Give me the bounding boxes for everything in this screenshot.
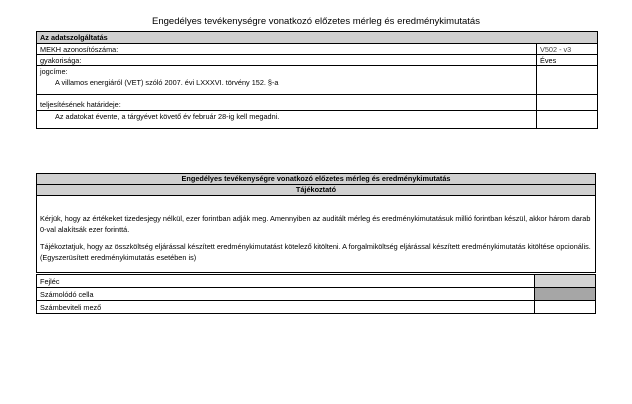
legend-row bbox=[37, 300, 595, 313]
row-value[interactable] bbox=[536, 95, 597, 110]
section-header-row bbox=[37, 32, 597, 43]
info-paragraph: Kérjük, hogy az értékeket tizedesjegy nélkül, ezer forintban adják meg. Amennyiben az auditált mérleg és eredménykimutatásuk millió forintban készül, akkor három darab 0-val alakítsák ezer forinttá. bbox=[40, 214, 591, 234]
row-value[interactable] bbox=[536, 67, 597, 94]
legend-row bbox=[37, 275, 595, 287]
info-subtitle: Tájékoztató bbox=[37, 185, 595, 196]
color-legend bbox=[36, 274, 596, 314]
row-label: gyakorisága: bbox=[40, 55, 82, 65]
data-provision-table bbox=[36, 31, 598, 129]
legend-label: Számbeviteli mező bbox=[40, 302, 102, 312]
legend-row bbox=[37, 287, 595, 300]
legend-label: Fejléc bbox=[40, 276, 60, 286]
row-label: MEKH azonosítószáma: bbox=[40, 44, 119, 54]
info-box bbox=[36, 173, 596, 273]
table-row bbox=[37, 65, 597, 76]
document-title: Engedélyes tevékenységre vonatkozó előzetes mérleg és eredménykimutatás bbox=[152, 16, 480, 27]
row-value[interactable] bbox=[536, 111, 597, 128]
row-label: A villamos energiáról (VET) szóló 2007. évi LXXXVI. törvény 152. §-a bbox=[55, 78, 279, 87]
row-label: jogcíme: bbox=[40, 66, 68, 76]
legend-swatch bbox=[534, 301, 595, 313]
legend-label: Számolódó cella bbox=[40, 289, 94, 299]
table-row bbox=[37, 94, 597, 110]
legend-swatch bbox=[534, 288, 595, 300]
table-row bbox=[37, 76, 597, 94]
info-paragraph: Tájékoztatjuk, hogy az összköltség eljárással készített eredménykimutatást kötelező kitölteni. A forgalmiköltség eljárással készített eredménykimutatás kitöltése opcionális. (Egyszerüsített eredménykimutatás esetében is) bbox=[40, 242, 591, 262]
table-row bbox=[37, 54, 597, 65]
legend-swatch bbox=[534, 275, 595, 287]
section-header: Az adatszolgáltatás bbox=[40, 33, 108, 42]
row-label: Az adatokat évente, a tárgyévet követő év február 28-ig kell megadni. bbox=[55, 112, 280, 121]
row-value[interactable]: Éves bbox=[536, 55, 597, 65]
row-value[interactable]: V502 - v3 bbox=[536, 44, 597, 54]
row-label: teljesítésének határideje: bbox=[40, 100, 121, 109]
info-title: Engedélyes tevékenységre vonatkozó előzetes mérleg és eredménykimutatás bbox=[37, 174, 595, 185]
table-row bbox=[37, 110, 597, 128]
table-row bbox=[37, 43, 597, 54]
